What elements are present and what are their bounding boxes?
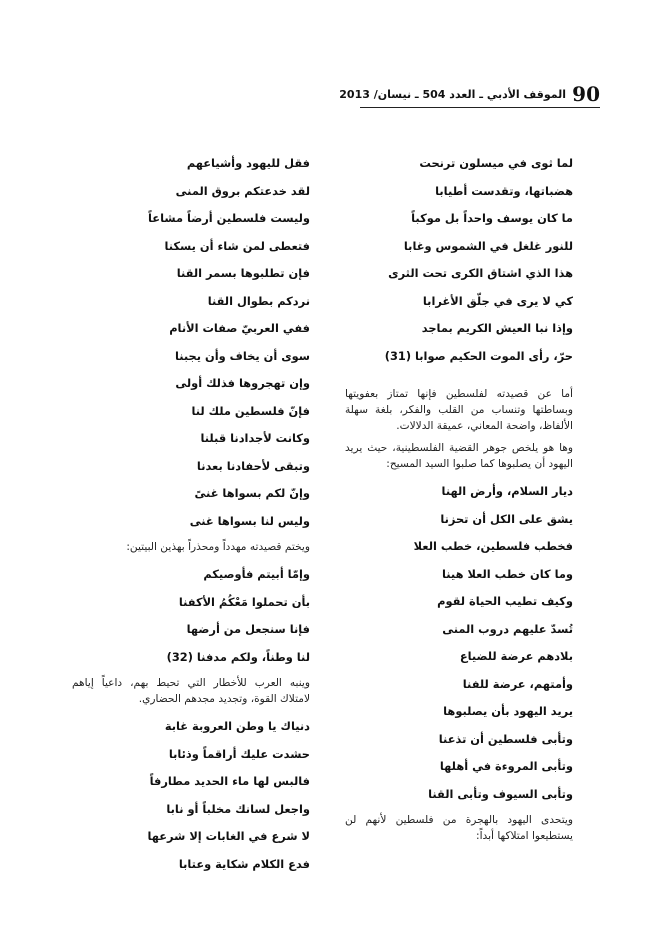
verse-line: وليست فلسطين أرضاً مشاعاً	[148, 211, 310, 225]
verse-line: لقد خدعتكم بروق المنى	[175, 183, 310, 198]
page-number: 90	[572, 82, 600, 106]
verse-line: وإنّ لكم بسواها غنىً	[194, 486, 310, 500]
verse-line: هذا الذي اشتاق الكرى تحت الثرى	[388, 266, 573, 280]
verse-line: وما كان خطب العلا هينا	[442, 566, 573, 581]
verse-line: دنياك يا وطن العروبة غابة	[164, 719, 310, 733]
verse-line: يريد اليهود بأن يصلبوها	[443, 704, 573, 718]
verse-line: ما كان يوسف واحداً بل موكباً	[411, 211, 573, 225]
poem-block-5	[72, 713, 310, 878]
verse-line: واجعل لسانك مخلباً أو نابا	[166, 801, 310, 816]
verse-line: نردكم بطوال القنا	[207, 293, 310, 308]
verse-line: بلادهم عرضة للضياع	[459, 649, 573, 663]
verse-line: وكيف تطيب الحياة لقوم	[437, 594, 573, 608]
header-rule	[360, 107, 600, 108]
prose-paragraph: وها هو يلخص جوهر القضية الفلسطينية، حيث يريد اليهود أن يصلبوها كما صلبوا السيد المسيح:	[345, 442, 573, 470]
right-column	[345, 150, 573, 850]
verse-line: تُسدّ عليهم دروب المنى	[442, 621, 573, 636]
verse-line: وإن تهجروها فذلك أولى	[175, 376, 310, 390]
verse-line: فإن تطلبوها بسمر القنا	[176, 266, 310, 280]
poem-block-1	[345, 150, 573, 370]
verse-line: بأن تحملوا مَعْكُمُ الأكفنا	[178, 594, 310, 609]
verse-line: للنور غلغل في الشموس وغابا	[403, 238, 573, 253]
verse-line: ديار السلام، وأرض الهنا	[441, 484, 573, 498]
poem-block-2	[345, 478, 573, 808]
verse-line: وتأبى المروءة في أهلها	[439, 759, 573, 773]
verse-line: فإنّ فلسطين ملك لنا	[191, 403, 310, 418]
verse-line: لما ثوى في ميسلون ترنحت	[419, 156, 573, 170]
verse-line: هضباتها، وتقدست أطيابا	[435, 183, 573, 198]
verse-line: سوى أن يخاف وأن يجبنا	[174, 348, 310, 363]
verse-line: فدع الكلام شكاية وعتابا	[178, 856, 310, 871]
verse-line: فقل لليهود وأشياعهم	[186, 156, 310, 170]
verse-line: ففي العربيّ صفات الأنام	[169, 321, 310, 335]
running-head: الموقف الأدبي ـ العدد 504 ـ نيسان/ 2013	[339, 88, 566, 101]
verse-line: فالبس لها ماء الحديد مطارفاً	[149, 774, 310, 788]
poem-block-4	[72, 561, 310, 671]
verse-line: حشدت عليك أراقماً وذئابا	[168, 746, 310, 761]
verse-line: فإنا سنجعل من أرضها	[186, 622, 310, 636]
page-header	[339, 82, 600, 108]
verse-line: لا شرع في الغابات إلا شرعها	[147, 829, 310, 843]
left-column	[72, 150, 310, 878]
prose-paragraph: ويتحدى اليهود بالهجرة من فلسطين لأنهم لن يستطيعوا امتلاكها أبداً:	[345, 814, 573, 842]
verse-line: وليس لنا بسواها غنى	[189, 513, 310, 528]
prose-paragraph: وينبه العرب للأخطار التي تحيط بهم، داعياً إياهم لامتلاك القوة، وتجديد مجدهم الحضاري.	[72, 677, 310, 705]
verse-line: فتعطى لمن شاء أن يسكنا	[164, 238, 310, 253]
verse-line: وتأبى فلسطين أن تذعنا	[438, 731, 573, 746]
verse-line: حرّ، رأى الموت الحكيم صوابا (31)	[384, 348, 573, 363]
poem-block-3	[72, 150, 310, 535]
verse-line: وإذا نبا العيش الكريم بماجد	[421, 321, 573, 335]
verse-line: وإمّا أبيتم فأوصيكم	[203, 567, 310, 581]
verse-line: لنا وطناً، ولكم مدفنا (32)	[166, 649, 310, 664]
prose-paragraph: أما عن قصيدته لفلسطين فإنها تمتاز بعفويتها وبساطتها وتنساب من القلب والفكر، بلغة سهلة الألفاظ، واضحة المعاني، عميقة الدلالات.	[345, 388, 573, 432]
verse-line: وتبقى لأحفادنا بعدنا	[196, 458, 310, 473]
verse-line: يشق على الكل أن تحزنا	[440, 511, 573, 526]
verse-line: وتأبى السيوف وتأبى القنا	[428, 786, 573, 801]
verse-line: وكانت لأجدادنا قبلنا	[200, 431, 310, 445]
spacer	[345, 370, 573, 382]
verse-line: وأمتهم، عرضة للفنا	[462, 676, 573, 691]
prose-paragraph: ويختم قصيدته مهدداً ومحذراً بهذين البيتين:	[126, 541, 310, 553]
verse-line: كي لا يرى في جلّق الأغرابا	[422, 293, 573, 308]
verse-line: فخطب فلسطين، خطب العلا	[413, 539, 573, 553]
